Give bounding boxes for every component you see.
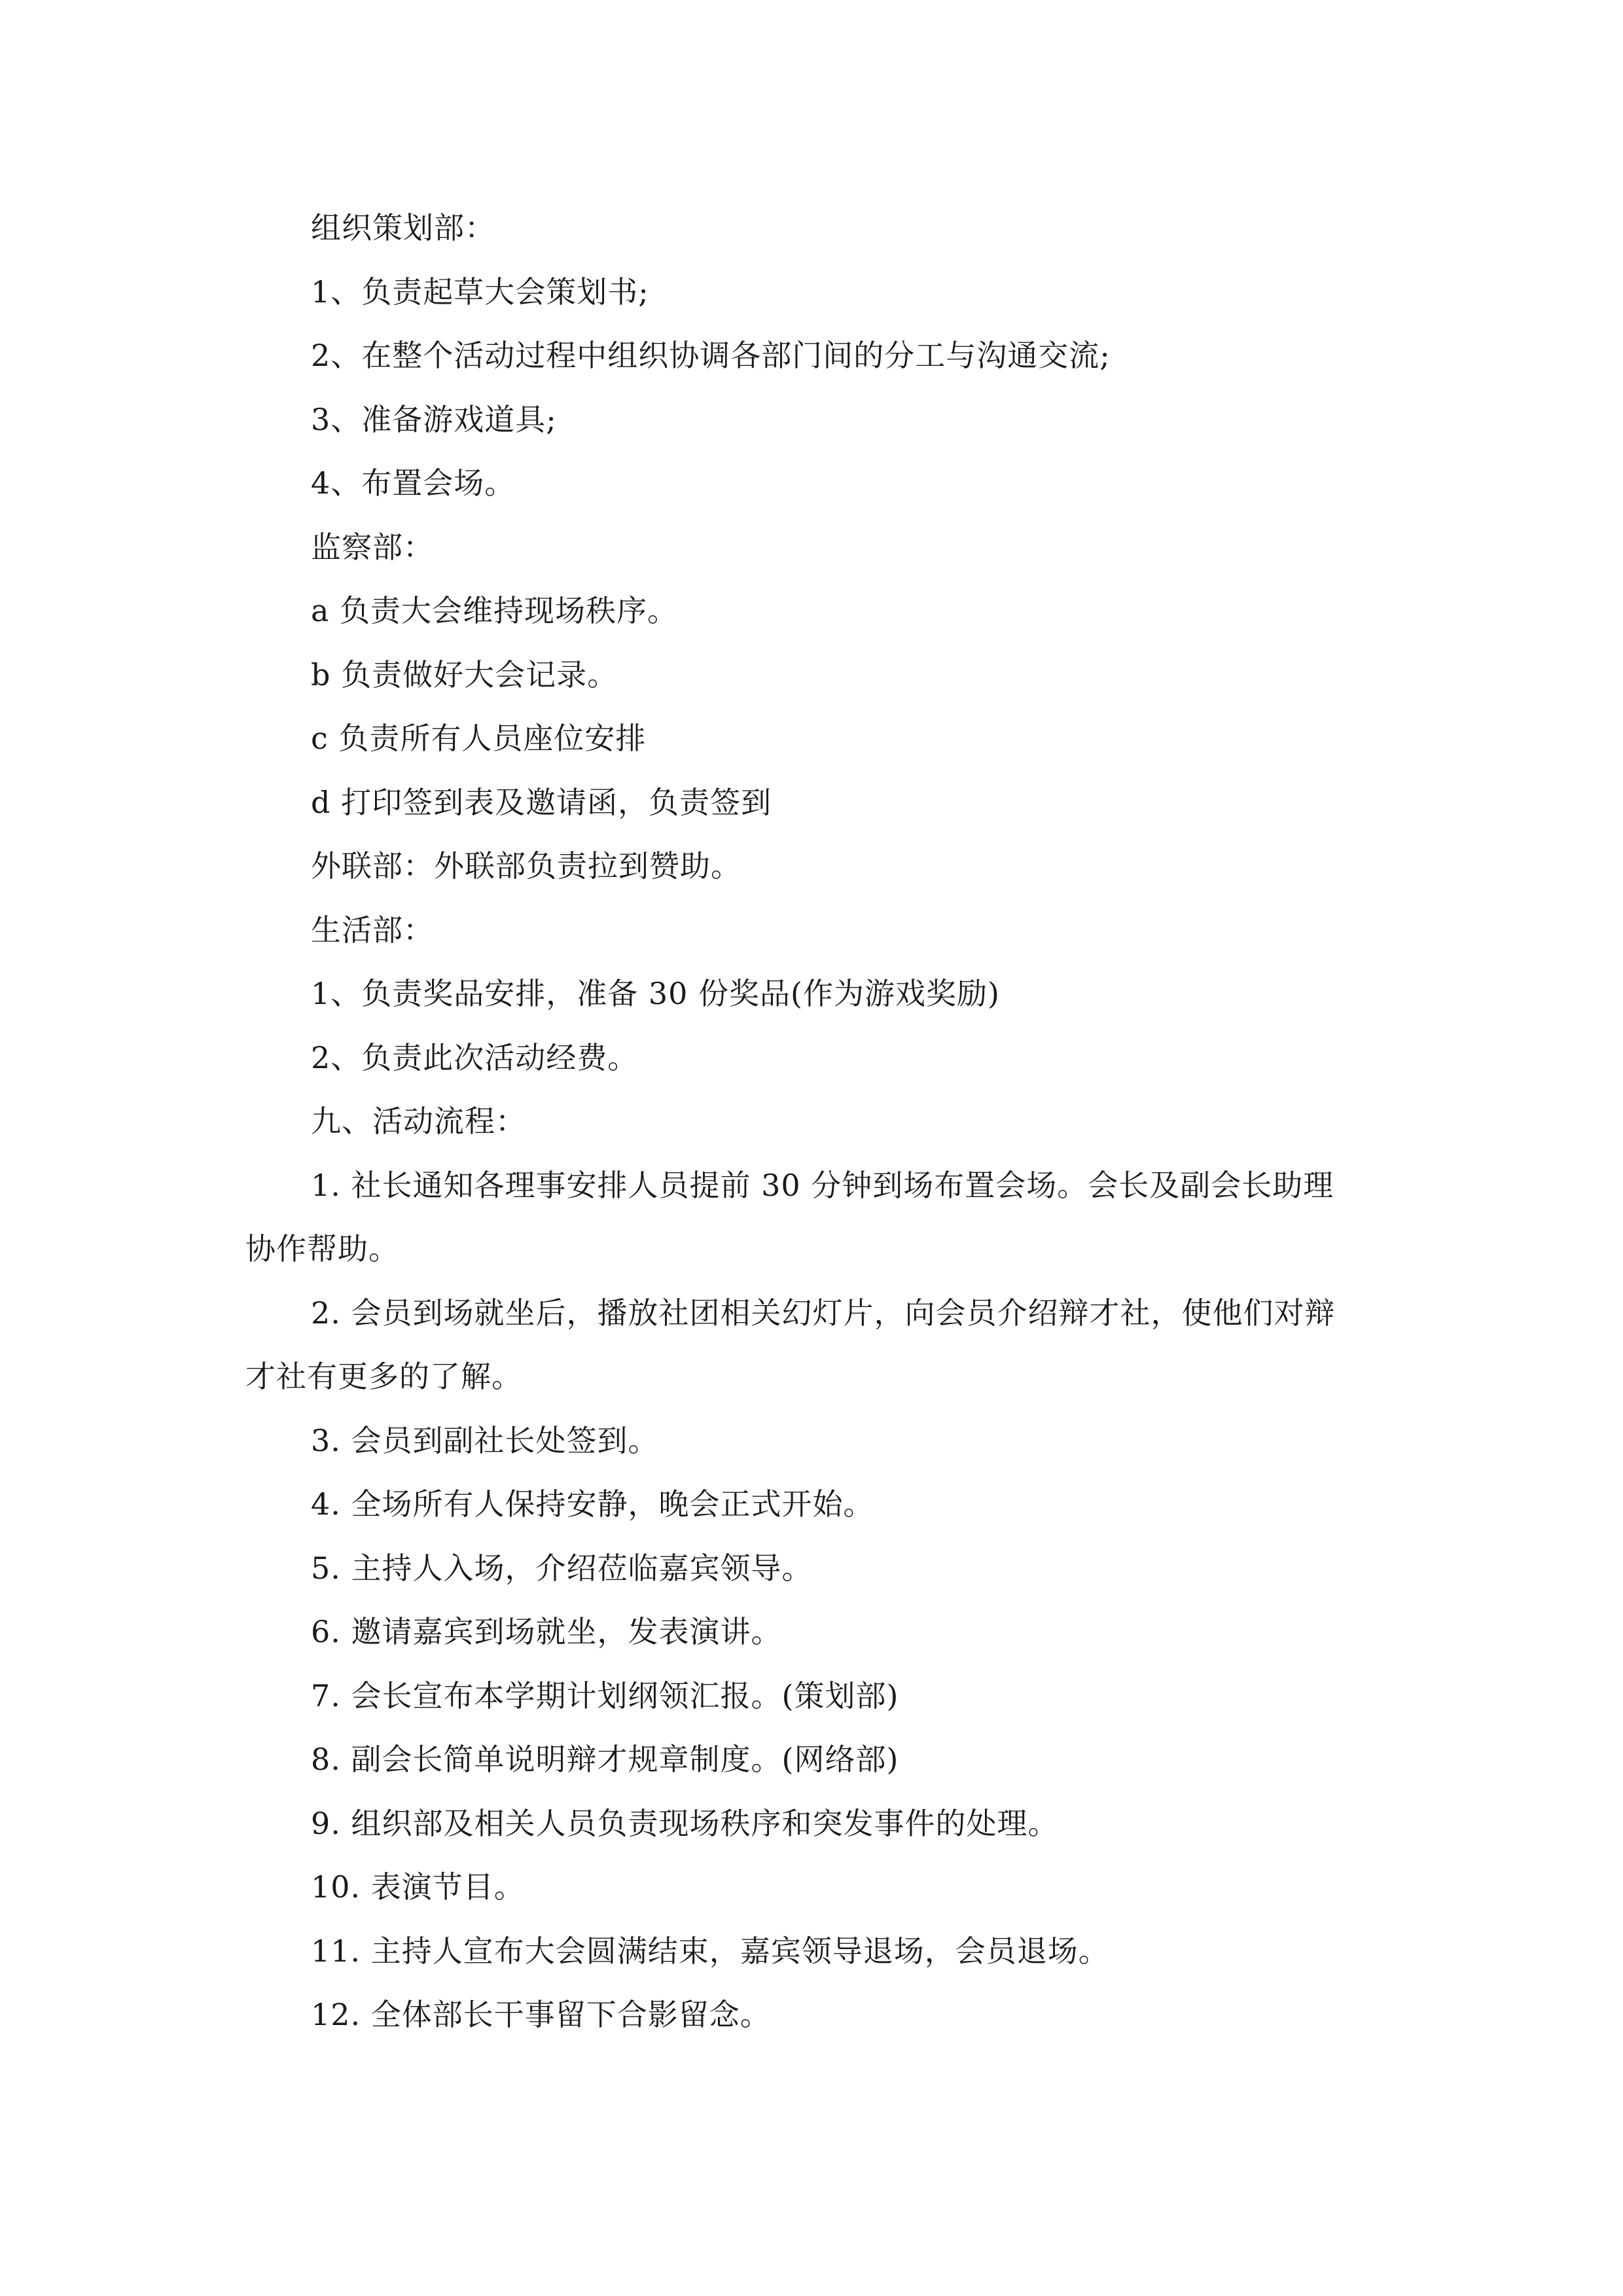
section-heading-life: 生活部： (311, 912, 434, 948)
list-item: 7. 会长宣布本学期计划纲领汇报。(策划部) (311, 1678, 899, 1713)
list-item: 4、布置会场。 (311, 465, 516, 501)
section-heading-external: 外联部：外联部负责拉到赞助。 (311, 848, 741, 884)
list-item: c 负责所有人员座位安排 (311, 721, 647, 756)
list-item: 11. 主持人宣布大会圆满结束，嘉宾领导退场，会员退场。 (311, 1933, 1109, 1969)
section-heading-process: 九、活动流程： (311, 1103, 526, 1139)
list-item-continuation: 才社有更多的了解。 (245, 1359, 522, 1394)
list-item: 9. 组织部及相关人员负责现场秩序和突发事件的处理。 (311, 1806, 1059, 1841)
list-item: b 负责做好大会记录。 (311, 657, 618, 692)
list-item: 2、负责此次活动经费。 (311, 1040, 639, 1075)
section-heading-supervision: 监察部： (311, 529, 434, 565)
section-heading-planning: 组织策划部： (311, 210, 495, 245)
list-item: 10. 表演节目。 (311, 1869, 525, 1905)
list-item: 2. 会员到场就坐后，播放社团相关幻灯片，向会员介绍辩才社，使他们对辩 (311, 1295, 1336, 1331)
list-item: 5. 主持人入场，介绍莅临嘉宾领导。 (311, 1551, 813, 1586)
list-item: 1、负责起草大会策划书; (311, 274, 649, 310)
list-item: a 负责大会维持现场秩序。 (311, 593, 679, 628)
list-item: 4. 全场所有人保持安静，晚会正式开始。 (311, 1486, 874, 1522)
list-item-continuation: 协作帮助。 (245, 1231, 399, 1266)
list-item: 8. 副会长简单说明辩才规章制度。(网络部) (311, 1742, 899, 1777)
list-item: 3. 会员到副社长处签到。 (311, 1423, 659, 1458)
list-item: d 打印签到表及邀请函，负责签到 (311, 785, 772, 820)
list-item: 1、负责奖品安排，准备 30 份奖品(作为游戏奖励) (311, 976, 1000, 1011)
list-item: 12. 全体部长干事留下合影留念。 (311, 1997, 771, 2032)
list-item: 6. 邀请嘉宾到场就坐，发表演讲。 (311, 1614, 782, 1649)
list-item: 3、准备游戏道具; (311, 402, 557, 437)
list-item: 2、在整个活动过程中组织协调各部门间的分工与沟通交流; (311, 338, 1111, 373)
list-item: 1. 社长通知各理事安排人员提前 30 分钟到场布置会场。会长及副会长助理 (311, 1168, 1334, 1203)
